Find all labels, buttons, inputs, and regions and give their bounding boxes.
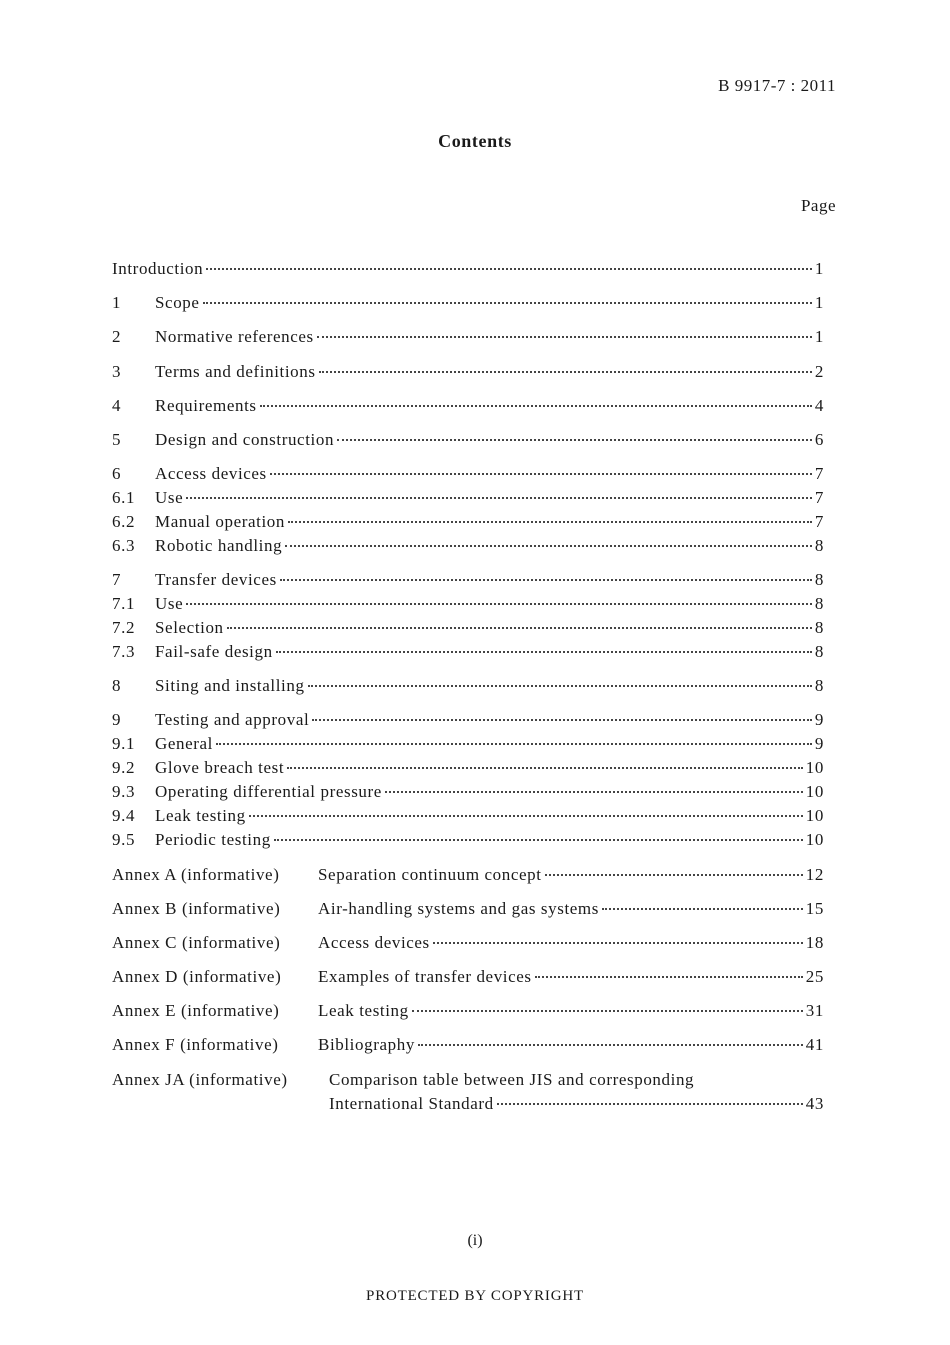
toc-entry-section[interactable]: [112, 782, 824, 802]
page-folio: (i): [467, 1232, 483, 1249]
toc-entry-number: 9.1: [112, 734, 136, 753]
toc-entry-page: 8: [814, 594, 824, 613]
toc-entry-annex[interactable]: [112, 899, 824, 919]
annex-label: Annex D (informative): [112, 967, 282, 986]
toc-entry-page: 8: [814, 676, 824, 695]
toc-entry-number: 2: [112, 327, 122, 346]
dot-leader: [227, 627, 812, 629]
toc-entry-title: Introduction: [112, 259, 204, 278]
toc-entry-section[interactable]: [112, 734, 824, 754]
toc-entry-title: Scope: [155, 293, 200, 312]
dot-leader: [274, 839, 803, 841]
toc-entry-title: Normative references: [155, 327, 314, 346]
toc-entry-section[interactable]: [112, 806, 824, 826]
toc-entry-page: 43: [805, 1094, 824, 1113]
toc-entry-number: 6.3: [112, 536, 136, 555]
toc-entry-title: Robotic handling: [155, 536, 283, 555]
dot-leader: [260, 405, 812, 407]
toc-entry-title: Requirements: [155, 396, 257, 415]
dot-leader: [270, 473, 812, 475]
toc-entry-page: 1: [814, 259, 824, 278]
toc-entry-section[interactable]: [112, 642, 824, 662]
toc-entry-page: 18: [805, 933, 824, 952]
dot-leader: [203, 302, 812, 304]
toc-entry-annex[interactable]: [112, 933, 824, 953]
toc-entry-title: Siting and installing: [155, 676, 305, 695]
toc-entry-title: Use: [155, 488, 184, 507]
toc-entry-page: 8: [814, 570, 824, 589]
toc-entry-title: Terms and definitions: [155, 362, 316, 381]
annex-label: Annex F (informative): [112, 1035, 279, 1054]
toc-entry-section[interactable]: [112, 570, 824, 590]
toc-entry-page: 10: [805, 782, 824, 801]
toc-entry-title: Leak testing: [318, 1001, 409, 1020]
toc-entry-number: 1: [112, 293, 122, 312]
annex-label: Annex B (informative): [112, 899, 281, 918]
toc-entry-page: 7: [814, 512, 824, 531]
toc-entry-number: 9.4: [112, 806, 136, 825]
toc-entry-section[interactable]: [112, 710, 824, 730]
toc-entry-number: 3: [112, 362, 122, 381]
toc-entry-number: 9.2: [112, 758, 136, 777]
dot-leader: [186, 497, 812, 499]
toc-entry-title: Examples of transfer devices: [318, 967, 532, 986]
toc-entry-section[interactable]: [112, 327, 824, 347]
toc-entry-section[interactable]: [112, 512, 824, 532]
toc-entry-title: Glove breach test: [155, 758, 285, 777]
annex-label: Annex A (informative): [112, 865, 280, 884]
dot-leader: [385, 791, 803, 793]
toc-entry-number: 9.3: [112, 782, 136, 801]
toc-entry-page: 8: [814, 642, 824, 661]
dot-leader: [288, 521, 812, 523]
toc-entry-number: 5: [112, 430, 122, 449]
toc-entry-title-line2: International Standard: [329, 1094, 494, 1113]
dot-leader: [312, 719, 812, 721]
toc-entry-section[interactable]: [112, 362, 824, 382]
dot-leader: [287, 767, 803, 769]
toc-entry-title: Access devices: [155, 464, 267, 483]
toc-entry-number: 7: [112, 570, 122, 589]
copyright-notice: PROTECTED BY COPYRIGHT: [366, 1288, 584, 1304]
toc-entry-number: 8: [112, 676, 122, 695]
toc-entry-annex[interactable]: [112, 1001, 824, 1021]
dot-leader: [433, 942, 803, 944]
toc-entry-annex[interactable]: [112, 1035, 824, 1055]
toc-entry-section[interactable]: [112, 830, 824, 850]
page-column-label: Page: [800, 196, 836, 215]
annex-label: Annex E (informative): [112, 1001, 280, 1020]
dot-leader: [308, 685, 812, 687]
toc-entry-page: 10: [805, 758, 824, 777]
toc-entry-title: Design and construction: [155, 430, 335, 449]
toc-entry-number: 6.1: [112, 488, 136, 507]
dot-leader: [602, 908, 803, 910]
page-title: Contents: [438, 131, 512, 151]
toc-entry-annex[interactable]: [112, 967, 824, 987]
toc-entry-number: 7.1: [112, 594, 136, 613]
toc-entry-section[interactable]: [112, 396, 824, 416]
toc-entry-page: 7: [814, 464, 824, 483]
annex-ja-first-line: [112, 1070, 694, 1090]
toc-entry-page: 8: [814, 618, 824, 637]
toc-entry-page: 1: [814, 293, 824, 312]
toc-entry-title: Access devices: [318, 933, 430, 952]
annex-label: Annex C (informative): [112, 933, 281, 952]
dot-leader: [535, 976, 803, 978]
toc-entry-page: 8: [814, 536, 824, 555]
toc-entry-page: 2: [814, 362, 824, 381]
toc-entry-title: Selection: [155, 618, 224, 637]
toc-entry-title: Leak testing: [155, 806, 246, 825]
dot-leader: [317, 336, 812, 338]
toc-entry-section[interactable]: [112, 536, 824, 556]
dot-leader: [280, 579, 812, 581]
toc-entry-section[interactable]: [112, 430, 824, 450]
toc-entry-section[interactable]: [112, 676, 824, 696]
dot-leader: [285, 545, 812, 547]
toc-entry-page: 41: [805, 1035, 824, 1054]
toc-entry-page: 12: [805, 865, 824, 884]
toc-entry-title-line1: Comparison table between JIS and corresponding: [329, 1070, 695, 1089]
toc-entry-number: 9: [112, 710, 122, 729]
dot-leader: [216, 743, 812, 745]
toc-entry-title: Operating differential pressure: [155, 782, 382, 801]
toc-entry-number: 4: [112, 396, 122, 415]
toc-entry-number: 6: [112, 464, 122, 483]
toc-entry-page: 7: [814, 488, 824, 507]
dot-leader: [418, 1044, 803, 1046]
toc-entry-title: Manual operation: [155, 512, 285, 531]
toc-entry-page: 10: [805, 830, 824, 849]
dot-leader: [206, 268, 812, 270]
toc-entry-title: Air-handling systems and gas systems: [318, 899, 599, 918]
dot-leader: [319, 371, 812, 373]
toc-entry-number: 6.2: [112, 512, 136, 531]
toc-entry-title: Separation continuum concept: [318, 865, 542, 884]
toc-entry-page: 6: [814, 430, 824, 449]
dot-leader: [497, 1103, 803, 1105]
toc-entry-title: Bibliography: [318, 1035, 415, 1054]
toc-entry-page: 15: [805, 899, 824, 918]
toc-entry-title: Testing and approval: [155, 710, 310, 729]
toc-entry-title: General: [155, 734, 213, 753]
toc-entry-page: 9: [814, 734, 824, 753]
toc-entry-title: Fail-safe design: [155, 642, 273, 661]
document-id: B 9917-7 : 2011: [718, 76, 836, 95]
toc-entry-page: 1: [814, 327, 824, 346]
toc-entry-section[interactable]: [112, 758, 824, 778]
toc-entry-title: Transfer devices: [155, 570, 277, 589]
toc-entry-page: 31: [805, 1001, 824, 1020]
toc-entry-number: 7.2: [112, 618, 136, 637]
dot-leader: [186, 603, 812, 605]
toc-entry-page: 4: [814, 396, 824, 415]
toc-entry-title: Use: [155, 594, 184, 613]
toc-entry-section[interactable]: [112, 464, 824, 484]
toc-entry-number: 7.3: [112, 642, 136, 661]
toc-entry-section[interactable]: [112, 594, 824, 614]
annex-label: Annex JA (informative): [112, 1070, 288, 1089]
toc-entry-page: 9: [814, 710, 824, 729]
dot-leader: [412, 1010, 803, 1012]
toc-entry-number: 9.5: [112, 830, 136, 849]
toc-entry-title: Periodic testing: [155, 830, 271, 849]
annex-ja-second-line: [329, 1094, 824, 1114]
toc-entry-introduction[interactable]: [112, 259, 824, 279]
toc-entry-page: 10: [805, 806, 824, 825]
dot-leader: [249, 815, 803, 817]
toc-entry-page: 25: [805, 967, 824, 986]
toc-entry-annex[interactable]: [112, 865, 824, 885]
dot-leader: [276, 651, 812, 653]
dot-leader: [337, 439, 812, 441]
toc-entry-section[interactable]: [112, 293, 824, 313]
dot-leader: [545, 874, 803, 876]
toc-entry-section[interactable]: [112, 488, 824, 508]
toc-entry-section[interactable]: [112, 618, 824, 638]
